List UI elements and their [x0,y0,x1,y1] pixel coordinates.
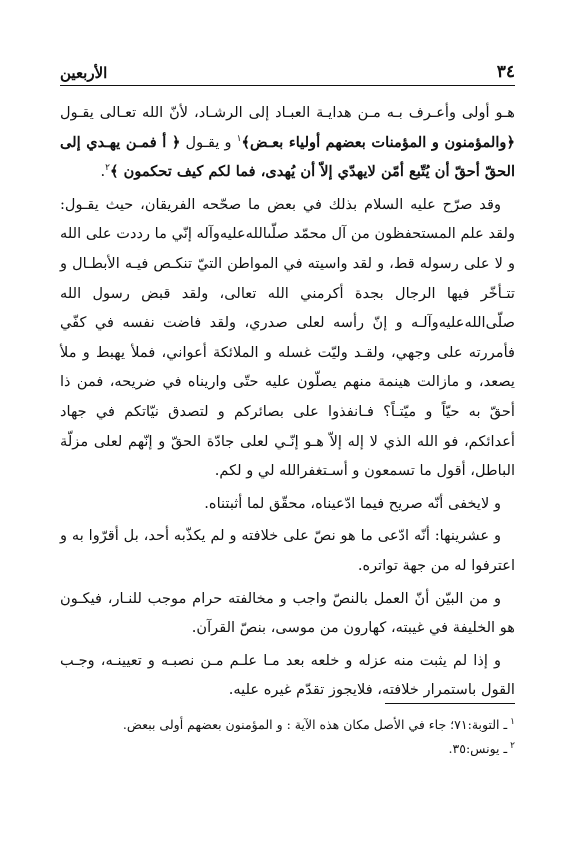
paragraph-2: وقد صرّح عليه السلام بذلك في بعض ما صحّحه الفريقان، حيث يقـول: ولقد علم المستحفظون من آل محمّد صلّىالله‌عليه‌وآله إنّي ما رددت على الله و لا على رسوله قط، و لقد واسيته في المواطن التيّ تنكـص فيـه الأبطـال و تتـأخّر فيها الرجال بجدة أكرمني الله تعالى، ولقد قبض رسول الله صلّى‌الله‌عليه‌وآلـه و إنّ رأسه لعلى صدري، ولقد فاضت نفسه في كفّي فأمررته على وجهي، ولقـد وليّت غسله و الملائكة أعواني، فملأ يهبط و ملأ يصعد، و مازالت هينمة منهم يصلّون عليه حتّى واريناه في ضريحه، فمن ذا أحقّ به حيّاً و ميّتـاً؟ فـانفذوا على بصائركم و لتصدق نيّاتكم في جهاد أعدائكم، فو الله الذي لا إله إلاّ هـو إنّـي لعلى جادّة الحقّ و إنّهم لعلى مزلّة الباطل، أقول ما تسمعون و أسـتغفرالله لي و لكم. [60,195,515,480]
paragraph-3: و لايخفى أنّه صريح فيما ادّعيناه، محقّق لما أثبتناه. [204,494,501,512]
paragraph-1 [60,98,515,187]
main-text [60,98,515,705]
footnote-1-text: ـ التوبة:٧١؛ جاء في الأصل مكان هذه الآية : و المؤمنون بعضهم أولى ببعض. [122,717,508,732]
quran-quote-2: ﴿ أ فمـن يهـدي إلى الحقّ أحقّ أن يُتّبع أمّن لايهدّي إلاّ أن يُهدى، فما لكم كيف تحكمون ﴾ [60,133,515,181]
footnote-2 [60,737,515,761]
paragraph-5: و من البيّن أنّ العمل بالنصّ واجب و مخالفته حرام موجب للنـار، فيكـون هو الخليفة في غيبته، كهارون من موسى، بنصّ القرآن. [60,589,515,637]
running-title: الأربعين [60,64,108,82]
paragraph-1-text-b: و يقـول [180,133,237,151]
paragraph-4: و عشرينها: أنّه ادّعى ما هو نصّ على خلافته و لم يكذّبه أحد، بل أقرّوا به و اعترفوا له من جهة تواتره. [60,527,515,574]
footnotes [60,713,515,761]
footnote-1 [60,713,515,737]
paragraph-6: و إذا لم يثبت منه عزله و خلعه بعد مـا علـم مـن نصبـه و تعيينـه، وجـب القول باستمرار خلافته، فلايجوز تقدّم غيره عليه. [60,651,515,699]
book-page [60,58,515,818]
footnote-ref-1: ١ [236,133,242,144]
footnote-2-mark: ٢ [510,740,515,751]
paragraph-1-end: . [100,163,106,181]
page-number: ٣٤ [496,62,515,82]
footnote-ref-2: ٢ [105,163,110,174]
paragraph-1-text: هـو أولى وأعـرف بـه مـن هدايـة العبـاد إلى الرشـاد، لأنّ الله تعـالى يقـول [60,104,515,121]
footnote-1-mark: ١ [510,716,515,727]
running-header [60,58,515,86]
quran-quote-1: ﴿والمؤمنون و المؤمنات بعضهم أولياء بعـض﴾ [241,133,515,151]
footnote-separator [385,703,515,704]
footnote-2-text: ـ يونس:٣٥. [448,741,508,756]
